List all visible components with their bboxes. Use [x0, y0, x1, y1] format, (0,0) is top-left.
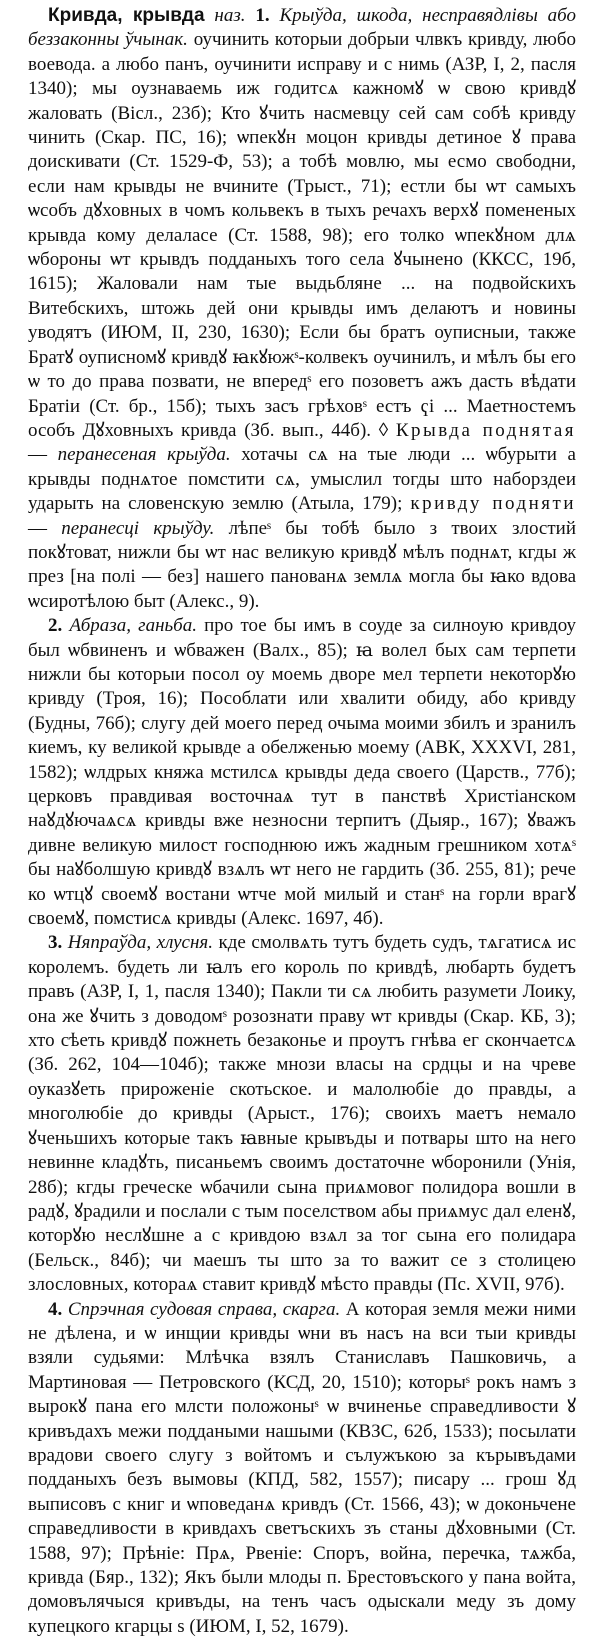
phrase-citations: хотачы сѧ на тые люди ... ѡбурыти а крывды поднѧтое помстити сѧ, умыслил тогды што наборздеи ударыть на словенскую землю (Атыла, 179);	[28, 444, 576, 515]
sense-gloss: Крыўда, шкода, несправядлівы або беззаконны ўчынак.	[28, 5, 576, 51]
phrase-gloss: перанесеная крыўда.	[57, 444, 231, 466]
sense-4	[28, 1298, 576, 1640]
sense-gloss: Няпраўда, хлусня.	[67, 932, 213, 954]
sense-number: 1.	[255, 5, 270, 26]
sense-3	[28, 931, 576, 1297]
sense-number: 4.	[48, 1298, 63, 1320]
phrase-citations: лѣпеˢ бы тобѣ было з твоих злостий покꙋтоват, нижли бы ѡт нас великую кривдꙋ мѣлъ поднѧт, кгды ж през [на полі — без] нашего панованѧ землѧ могла бы ꙗко вдова ѡсиротѣлою быт (Алекс., 9).	[28, 517, 576, 612]
sense-gloss: Спрэчная судовая справа, скарга.	[67, 1298, 341, 1320]
part-of-speech: наз.	[214, 5, 246, 26]
sense-2	[28, 614, 576, 931]
sense-number: 2.	[48, 615, 63, 637]
sense-gloss: Абраза, ганьба.	[69, 615, 197, 637]
phrase: кривду подняти	[410, 493, 576, 515]
sense-citations: про тое бы имъ в соуде за силноую кривдоу был ѡбвиненъ и ѡбважен (Валх., 85); ꙗ волел бых сам терпети нижли бы которыи посол оу моемь дворе мел терпети некоторꙋю кривду (Троя, 16); Пособлати или хвалити обиду, або кривду (Будны, 76б); слугу дей моего перед очыма моими збилъ и зранилъ киемъ, ку великой крывде а обелженью моему (АВК, XXXVI, 281, 1582); ѡлдрых княжа мстилсѧ крывды деда своего (Царств., 77б); церковъ правдивая восточнаѧ тут в панствѣ Христіанском наꙋдꙋючаѧсѧ кривды вже незносни терпитъ (Дыяр., 167); ꙋважъ дивне великую милост господнюю ижъ жадным грешником хотѧˢ бы наꙋболшую кривдꙋ взѧлъ ѡт него не гардить (Зб. 255, 81); рече ко ѡтцꙋ своемꙋ востани ѡтче мой милый и станˢ на горли врагꙋ своемꙋ, помстисѧ кривды (Алекс. 1697, 4б).	[28, 615, 577, 930]
sense-citations: кде смолвѧть тутъ будеть судъ, тѧгатисѧ ис королемъ. будеть ли ꙗлъ его король по кривдѣ, любарть будетъ правъ (АЗР, І, 1, пасля 1340); Пакли ти сѧ любить разумети Лоику, она же ꙋчить з доводомˢ розознати праву ѡт кривды (Скар. КБ, 3); хто сѣеть кривдꙋ пожнеть безаконье и проутъ гнѣва ег скончаетсѧ (Зб. 262, 104—104б); также мнози власы на срдцы и на чреве оуказꙋеть прироженіе скотьское. и малолюбіе до правды, а многолюбіе до кривды (Арыст., 176); своихъ маетъ немало ꙋченьшихъ которые такъ ꙗвные крывъды и потвары што на него невинне кладꙋть, писаньемъ своимъ достаточне ѡборонили (Унія, 28б); кгды греческе ѡбачили сына приѧмовог полидора вошли в радꙋ, ꙋрадили и послали с тым поселством абы приѧмус дал еленꙋ, которꙋю неслꙋшне а с кривдою взѧл за тог сына его полидара (Бельск., 84б); чи маешъ ты што за то важит се з столицею злословных, котораѧ ставит кривдꙋ мѣсто правды (Пс. XVII, 97б).	[28, 932, 577, 1296]
sense-citations: А которая земля межи ними не дѣлена, и ѡ инщии кривды ѡни въ насъ на вси тыи кривды взяли судьями: Млѣчка взялъ Станиславъ Пашковичь, а Мартиновая — Петровского (КСД, 20, 1510); которыˢ рокъ намъ з вырокꙋ пана его млсти положоныˢ ѡ вчиненье справедливости ꙋ кривъдахъ межи поддаными нашыми (КВЗС, 62б, 1533); посылати врадови своего слугу з войтомъ и сълужъкою за кърывъдами подданыхъ безъ вымовы (КПД, 582, 1557); писару ... грош ꙋд выписовъ с книг и ѡповеданѧ кривдъ (Ст. 1566, 43); ѡ доконьчене справедливости в кривдахъ светъскихъ зъ станы дꙋховными (Ст. 1588, 97); Прѣніе: Прѧ, Рвеніе: Споръ, война, перечка, тѧжба, кривда (Бяр., 132); Якъ были млоды п. Брестовъского у пана войта, домовълячыся кривъды, на тенъ часъ одыскали меду зъ дому купецкого кгарцы ѕ (ИЮМ, І, 52, 1679).	[28, 1298, 576, 1637]
sense-citations: оучинить которыи добрыи члвкъ кривду, любо воевода. а любо панъ, оучинити исправу и с нимь (АЗР, І, 2, пасля 1340); мы оузнаваемь иж годитсѧ кажномꙋ ѡ свою кривдꙋ жаловать (Вісл., 23б); Кто ꙋчить насмевцу сей сам собѣ кривду чинить (Скар. ПС, 16); ѡпекꙋн моцон кривды детиное ꙋ права доискивати (Ст. 1529-Ф, 53); а тобѣ мовлю, мы есмо свободни, если нам крывды не вчините (Трыст., 71); естли бы ѡт самыхъ ѡсобъ дꙋховных в чомъ кольвекъ в тыхъ речахъ верхꙋ помененых крывда кому делаласе (Ст. 1588, 98); его толко ѡпекꙋном длѧ ѡбороны ѡт крывдъ подданыхъ того села ꙋчынено (ККСС, 19б, 1615); Жаловали нам тые выдьбляне ... на подвойскихъ Витебскихъ, штожь дей они крывды имъ делаютъ и новины уводятъ (ИЮМ, II, 230, 1630); Если бы братъ оуписныи, также Братꙋ оуписномꙋ кривдꙋ ꙗкꙋюжˢ-колвекъ оучинилъ, и мѣлъ бы его ѡ то до права позвати, не впередˢ его позоветъ ажъ дасть вѣдати Братіи (Ст. бр., 15б); тыхъ засъ грѣховˢ естъ ҁі ... Маетностемъ особъ Дꙋховныхъ кривда (Зб. вып., 44б).	[28, 29, 576, 441]
diamond-icon: ◊	[378, 419, 389, 441]
dictionary-entry	[28, 4, 576, 1639]
phrase-gloss: перанесці крыўду.	[61, 517, 215, 539]
phrase: Крывда поднятая	[395, 419, 577, 441]
sense-1: Кривда, крывда наз. 1. Крыўда, шкода, несправядлівы або беззаконны ўчынак. оучинить которыи добрыи члвкъ кривду, любо воевода. а любо панъ, оучинити исправу и с нимь (АЗР, І, 2, пасля 1340); мы оузнаваемь иж годитсѧ кажномꙋ ѡ свою кривдꙋ жаловать (Вісл., 23б); Кто ꙋчить насмевцу сей сам собѣ кривду чинить (Скар. ПС, 16); ѡпекꙋн моцон кривды детиное ꙋ права доискивати (Ст. 1529-Ф, 53); а тобѣ мовлю, мы есмо свободни, если нам крывды не вчините (Трыст., 71); естли бы ѡт самыхъ ѡсобъ дꙋховных в чомъ кольвекъ в тыхъ речахъ верхꙋ помененых крывда кому делаласе (Ст. 1588, 98); его толко ѡпекꙋном длѧ ѡбороны ѡт крывдъ подданыхъ того села ꙋчынено (ККСС, 19б, 1615); Жаловали нам тые выдьбляне ... на подвойскихъ Витебскихъ, штожь дей они крывды имъ делаютъ и новины уводятъ (ИЮМ, II, 230, 1630); Если бы братъ оуписныи, также Братꙋ оуписномꙋ кривдꙋ ꙗкꙋюжˢ-колвекъ оучинилъ, и мѣлъ бы его ѡ то до права позвати, не впередˢ его позоветъ ажъ дасть вѣдати Братіи (Ст. бр., 15б); тыхъ засъ грѣховˢ естъ ҁі ... Маетностемъ особъ Дꙋховныхъ кривда (Зб. вып., 44б). ◊ Крывда поднятая — перанесеная крыўда. хотачы сѧ на тые люди ... ѡбурыти а крывды поднѧтое помстити сѧ, умыслил тогды што наборздеи ударыть на словенскую землю (Атыла, 179); кривду подняти — перанесці крыўду. лѣпеˢ бы тобѣ было з твоих злостий покꙋтоват, нижли бы ѡт нас великую кривдꙋ мѣлъ поднѧт, кгды ж през [на полі — без] нашего панованѧ землѧ могла бы ꙗко вдова ѡсиротѣлою быт (Алекс., 9).	[28, 5, 577, 612]
sense-number: 3.	[48, 932, 63, 954]
headword: Кривда, крывда	[48, 5, 205, 26]
